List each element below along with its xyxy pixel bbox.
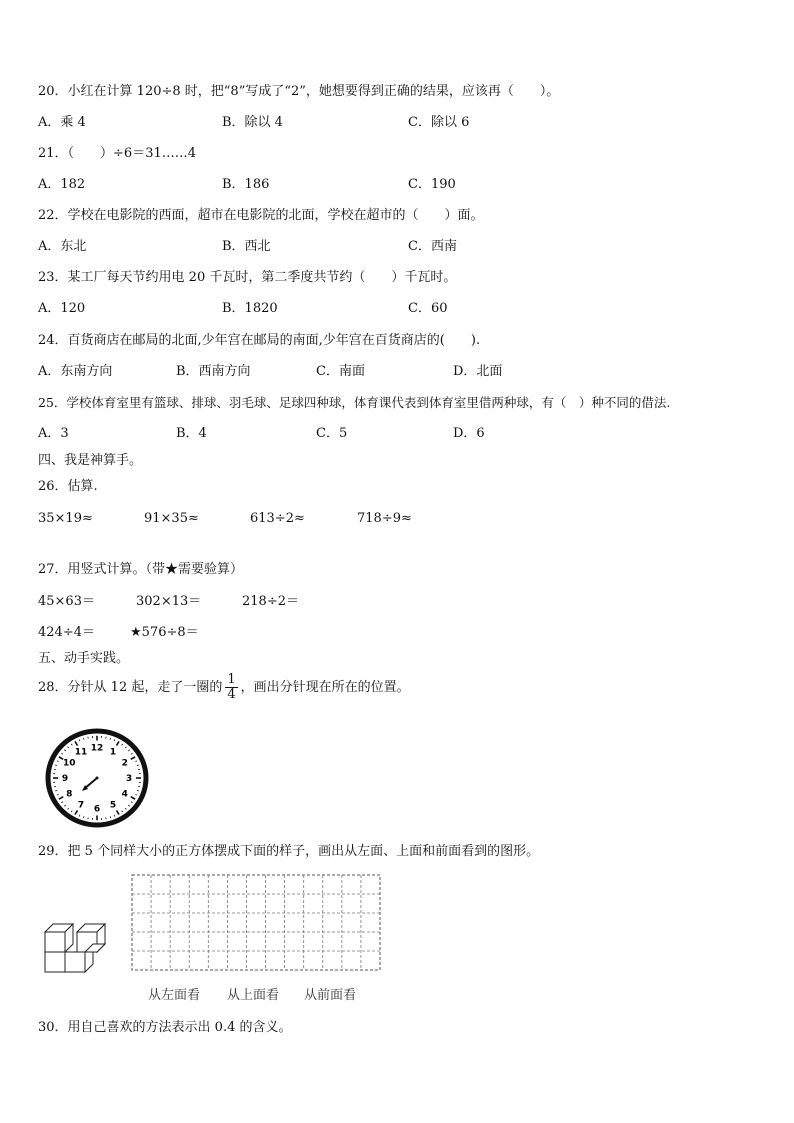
fraction-denominator: 4 xyxy=(227,687,236,702)
clock-tick xyxy=(110,738,111,740)
clock-tick xyxy=(75,741,78,745)
q25-stem: 25．学校体育室里有篮球、排球、羽毛球、足球四种球，体育课代表到体育室里借两种球，有（ ）种不同的借法. xyxy=(38,395,671,410)
clock-number: 4 xyxy=(121,789,128,800)
q25-option-d[interactable]: D．6 xyxy=(453,426,485,441)
drawing-grid[interactable] xyxy=(131,874,381,971)
clock-tick xyxy=(79,739,80,741)
clock-number: 7 xyxy=(77,800,85,811)
q26-expr-1: 35×19≈ xyxy=(38,511,93,526)
clock-tick xyxy=(55,765,57,766)
q23-option-b[interactable]: B．1820 xyxy=(222,301,278,316)
fraction-numerator: 1 xyxy=(227,672,236,687)
q27-expr-1: 45×63＝ xyxy=(38,594,95,609)
clock-tick xyxy=(57,794,59,795)
clock-tick xyxy=(71,811,72,813)
q22-option-c[interactable]: C．西南 xyxy=(408,239,457,254)
clock-tick xyxy=(125,747,126,748)
clock-number: 11 xyxy=(74,747,88,758)
clock-tick xyxy=(57,761,59,762)
fraction-one-quarter xyxy=(225,673,237,702)
clock-tick xyxy=(122,811,123,813)
clock-tick xyxy=(114,739,115,741)
clock-tick xyxy=(131,753,133,754)
q20-option-a[interactable]: A．乘 4 xyxy=(38,115,86,130)
q21-option-b[interactable]: B．186 xyxy=(222,177,270,192)
clock-tick xyxy=(128,750,129,751)
clock-number: 1 xyxy=(109,747,117,758)
q26-expr-3: 613÷2≈ xyxy=(250,511,305,526)
clock-tick xyxy=(75,810,78,814)
q26-expr-4: 718÷9≈ xyxy=(357,511,412,526)
q21-option-a[interactable]: A．182 xyxy=(38,177,86,192)
clock-tick xyxy=(64,750,65,751)
clock-number: 6 xyxy=(93,804,101,815)
cube-arrangement-figure xyxy=(44,919,118,973)
q28-stem-after: ，画出分针现在所在的位置。 xyxy=(240,680,410,695)
clock-tick xyxy=(83,816,84,818)
q20-option-c[interactable]: C．除以 6 xyxy=(408,115,470,130)
clock-tick xyxy=(117,810,120,814)
q25-option-b[interactable]: B．4 xyxy=(176,426,207,441)
caption-front-view: 从前面看 xyxy=(304,988,357,1003)
q23-option-a[interactable]: A．120 xyxy=(38,301,86,316)
section-5-title: 五、动手实践。 xyxy=(38,651,130,666)
q24-option-d[interactable]: D．北面 xyxy=(453,364,503,379)
clock-center xyxy=(96,777,99,780)
q21-stem: 21．（ ）÷6＝31……4 xyxy=(38,146,197,161)
q22-option-b[interactable]: B．西北 xyxy=(222,239,271,254)
clock-tick xyxy=(68,808,69,809)
clock-tick xyxy=(83,738,84,740)
clock-tick xyxy=(131,802,133,803)
q24-option-c[interactable]: C．南面 xyxy=(316,364,365,379)
clock-tick xyxy=(55,790,57,791)
q27-expr-2: 302×13＝ xyxy=(136,594,202,609)
q24-option-a[interactable]: A．东南方向 xyxy=(38,364,113,379)
q27-stem: 27．用竖式计算。（带★需要验算） xyxy=(38,562,244,577)
clock-tick xyxy=(71,744,72,746)
q29-stem: 29．把 5 个同样大小的正方体摆成下面的样子，画出从左面、上面和前面看到的图形。 xyxy=(38,844,540,859)
caption-left-view: 从左面看 xyxy=(148,988,201,1003)
clock-tick xyxy=(137,765,139,766)
clock-tick xyxy=(131,757,135,759)
q27-expr-3: 218÷2＝ xyxy=(242,594,299,609)
clock-tick xyxy=(114,815,115,817)
q26-expr-2: 91×35≈ xyxy=(144,511,199,526)
q27-expr-4: 424÷4＝ xyxy=(38,625,95,640)
clock-tick xyxy=(61,753,63,754)
q27-expr-5: ★576÷8＝ xyxy=(130,625,199,640)
section-4-title: 四、我是神算手。 xyxy=(38,453,143,468)
q25-option-c[interactable]: C．5 xyxy=(316,426,348,441)
q28-stem-before: 28．分针从 12 起，走了一圈的 xyxy=(38,680,223,695)
clock-tick xyxy=(110,816,111,818)
q26-stem: 26．估算. xyxy=(38,479,98,494)
clock-number: 8 xyxy=(66,789,73,800)
clock-tick xyxy=(135,761,137,762)
clock-tick xyxy=(135,794,137,795)
clock-number: 12 xyxy=(90,743,104,754)
clock-tick xyxy=(117,741,120,745)
q30-stem: 30．用自己喜欢的方法表示出 0.4 的含义。 xyxy=(38,1020,292,1035)
clock-face[interactable] xyxy=(44,727,150,829)
clock-tick xyxy=(122,744,123,746)
q23-option-c[interactable]: C．60 xyxy=(408,301,448,316)
clock-number: 9 xyxy=(61,774,69,784)
caption-top-view: 从上面看 xyxy=(227,988,280,1003)
q24-stem: 24．百货商店在邮局的北面,少年宫在邮局的南面,少年宫在百货商店的( ). xyxy=(38,333,481,348)
clock-number: 5 xyxy=(109,800,117,811)
clock-tick xyxy=(131,797,135,799)
q28-stem xyxy=(38,671,410,705)
clock-tick xyxy=(79,815,80,817)
clock-tick xyxy=(59,797,63,799)
q25-option-a[interactable]: A．3 xyxy=(38,426,69,441)
clock-tick xyxy=(137,790,139,791)
clock-number: 2 xyxy=(121,758,128,769)
clock-tick xyxy=(61,802,63,803)
clock-number: 10 xyxy=(63,758,76,769)
q20-option-b[interactable]: B．除以 4 xyxy=(222,115,283,130)
clock-tick xyxy=(64,805,65,806)
clock-tick xyxy=(125,808,126,809)
q22-stem: 22．学校在电影院的西面，超市在电影院的北面，学校在超市的（ ）面。 xyxy=(38,208,484,223)
q20-stem: 20．小红在计算 120÷8 时，把“8”写成了“2”，她想要得到正确的结果，应该再（ ）。 xyxy=(38,84,560,99)
q21-option-c[interactable]: C．190 xyxy=(408,177,456,192)
clock-tick xyxy=(68,747,69,748)
clock-tick xyxy=(128,805,129,806)
clock-number: 3 xyxy=(125,774,133,784)
q22-option-a[interactable]: A．东北 xyxy=(38,239,87,254)
q24-option-b[interactable]: B．西南方向 xyxy=(176,364,251,379)
q23-stem: 23．某工厂每天节约用电 20 千瓦时，第二季度共节约（ ）千瓦时。 xyxy=(38,270,457,285)
